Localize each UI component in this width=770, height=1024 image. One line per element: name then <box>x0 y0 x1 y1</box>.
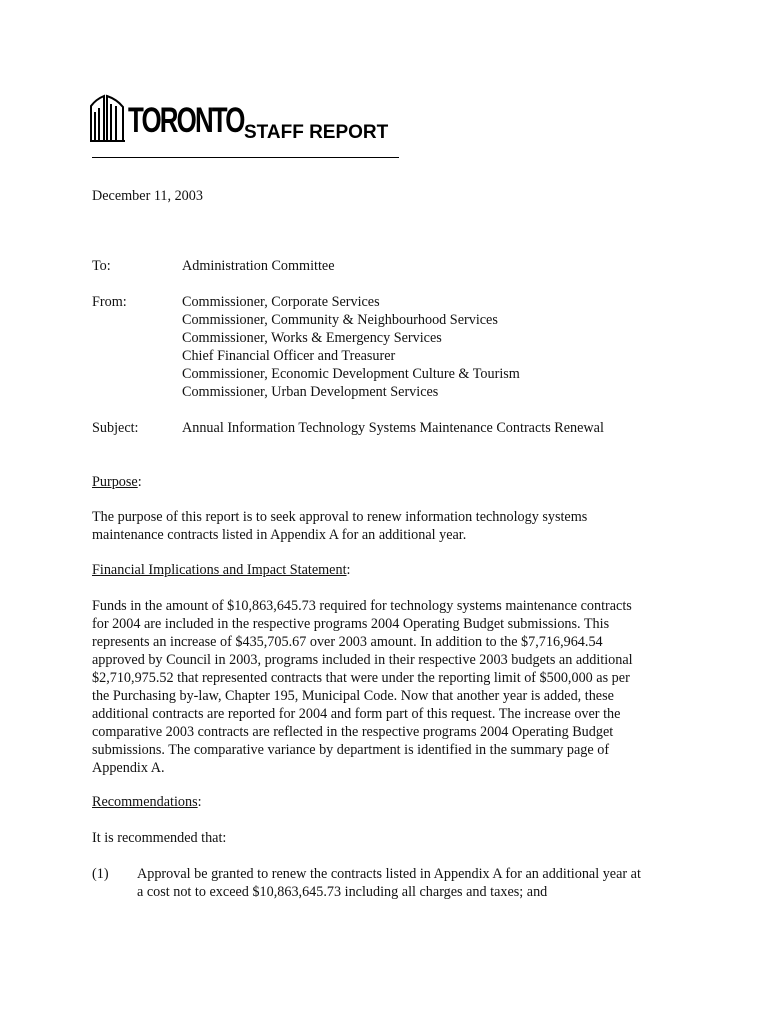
subject-text: Annual Information Technology Systems Maintenance Contracts Renewal <box>182 420 604 436</box>
financial-line: for 2004 are included in the respective programs 2004 Operating Budget submissions. This <box>92 616 610 632</box>
toronto-city-hall-logo-icon <box>90 94 126 142</box>
financial-line: Funds in the amount of $10,863,645.73 required for technology systems maintenance contracts <box>92 598 632 614</box>
purpose-heading-text: Purpose <box>92 474 138 490</box>
recommendation-number: (1) <box>92 866 109 882</box>
to-value <box>182 257 335 275</box>
recommendation-line: Approval be granted to renew the contracts listed in Appendix A for an additional year at <box>137 866 641 882</box>
recommendation-line: a cost not to exceed $10,863,645.73 including all charges and taxes; and <box>137 884 548 900</box>
financial-line: $2,710,975.52 that represented contracts that were under the reporting limit of $500,000 as per <box>92 670 630 686</box>
from-line: Commissioner, Urban Development Services <box>182 384 439 400</box>
purpose-line: The purpose of this report is to seek approval to renew information technology systems <box>92 509 588 525</box>
financial-line: approved by Council in 2003, programs included in their respective 2003 budgets an additional <box>92 652 633 668</box>
to-recipient: Administration Committee <box>182 258 335 274</box>
from-line: Commissioner, Community & Neighbourhood Services <box>182 312 498 328</box>
from-list <box>182 293 520 401</box>
report-date: December 11, 2003 <box>92 188 203 204</box>
financial-line: Appendix A. <box>92 760 165 776</box>
recommendations-intro: It is recommended that: <box>92 830 227 846</box>
masthead <box>90 94 400 158</box>
purpose-paragraph <box>92 508 692 544</box>
to-label: To: <box>92 258 111 274</box>
financial-heading-text: Financial Implications and Impact Statement <box>92 562 347 578</box>
subject-label: Subject: <box>92 420 139 436</box>
from-line: Commissioner, Economic Development Culture & Tourism <box>182 366 520 382</box>
report-type-title: STAFF REPORT <box>244 122 389 143</box>
recommendations-heading-text: Recommendations <box>92 794 198 810</box>
financial-line: additional contracts are reported for 2004 and form part of this request. The increase over the <box>92 706 621 722</box>
purpose-heading: Purpose: <box>92 474 142 490</box>
financial-line: the Purchasing by-law, Chapter 195, Municipal Code. Now that another year is added, these <box>92 688 614 704</box>
toronto-wordmark: TORONTO <box>128 101 244 140</box>
subject-value <box>182 419 604 437</box>
financial-heading: Financial Implications and Impact Statement: <box>92 562 351 578</box>
from-label: From: <box>92 294 127 310</box>
purpose-line: maintenance contracts listed in Appendix A for an additional year. <box>92 527 467 543</box>
from-line: Chief Financial Officer and Treasurer <box>182 348 396 364</box>
financial-line: submissions. The comparative variance by department is identified in the summary page of <box>92 742 610 758</box>
financial-paragraph <box>92 597 692 777</box>
financial-line: comparative 2003 contracts are reflected in the respective programs 2004 Operating Budget <box>92 724 614 740</box>
from-line: Commissioner, Corporate Services <box>182 294 380 310</box>
from-line: Commissioner, Works & Emergency Services <box>182 330 442 346</box>
recommendations-heading: Recommendations: <box>92 794 202 810</box>
financial-line: represents an increase of $435,705.67 over 2003 amount. In addition to the $7,716,964.54 <box>92 634 603 650</box>
masthead-divider <box>92 157 399 158</box>
recommendation-text <box>137 865 641 901</box>
